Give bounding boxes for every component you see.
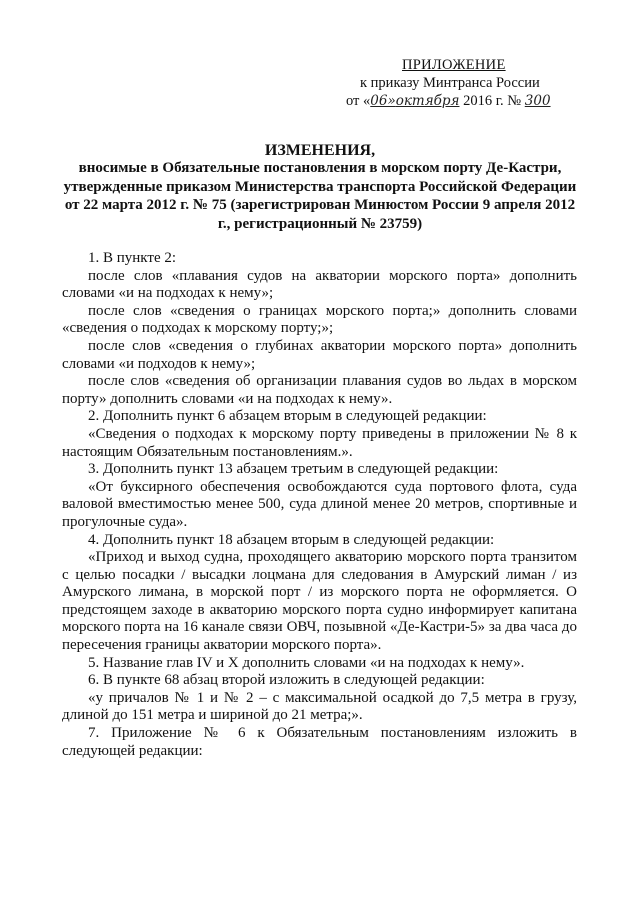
paragraph: после слов «сведения о глубинах акватории морского порта» дополнить словами «и подходов к нему»;	[62, 337, 577, 372]
document-subtitle: вносимые в Обязательные постановления в морском порту Де-Кастри, утвержденные приказом Министерства транспорта Российской Федерации от 22 марта 2012 г. № 75 (зарегистрирован Минюстом России 9 апреля 2012 г., регистрационный № 23759)	[63, 160, 577, 232]
order-date-line	[330, 92, 580, 110]
document-title: ИЗМЕНЕНИЯ,	[264, 142, 376, 159]
document-body	[62, 250, 577, 760]
paragraph: 2. Дополнить пункт 6 абзацем вторым в следующей редакции:	[88, 408, 487, 425]
handwritten-month: октября	[395, 93, 460, 109]
paragraph: 5. Название глав IV и X дополнить словами «и на подходах к нему».	[88, 654, 525, 671]
paragraph: после слов «сведения об организации плавания судов во льдах в морском порту» дополнить словами «и на подходах к нему».	[62, 373, 577, 407]
paragraph: 4. Дополнить пункт 18 абзацем вторым в следующей редакции:	[88, 531, 495, 548]
paragraph: «Приход и выход судна, проходящего акваторию морского порта транзитом с целью посадки / высадки лоцмана для следования в Амурский лиман / из Амурского лимана, в морской порт / из морского порта не оформляется. О предстоящем заходе в акваторию морского порта судно информирует капитана морского порта на 16 канале связи ОВЧ, позывной «Де-Кастри-5» за два часа до пересечения границы акватории морского порта».	[62, 549, 577, 654]
date-prefix: от «	[346, 93, 371, 109]
paragraph: 6. В пункте 68 абзац второй изложить в следующей редакции:	[88, 672, 485, 689]
date-year: 2016 г. №	[459, 93, 525, 109]
paragraph: после слов «сведения о границах морского порта;» дополнить словами «сведения о подходах к морскому порту;»;	[62, 302, 577, 337]
paragraph: после слов «плавания судов на акватории морского порта» дополнить словами «и на подходах к нему»;	[62, 267, 577, 302]
order-reference: к приказу Минтранса России	[360, 75, 540, 91]
attachment-header	[330, 56, 580, 110]
paragraph: 3. Дополнить пункт 13 абзацем третьим в следующей редакции:	[88, 461, 499, 478]
attachment-title: ПРИЛОЖЕНИЕ	[402, 57, 506, 73]
paragraph: 1. В пункте 2:	[88, 250, 177, 266]
handwritten-order-number: 300	[524, 93, 551, 109]
paragraph: «у причалов № 1 и № 2 – с максимальной осадкой до 7,5 метра в грузу, длиной до 151 метра и шириной до 21 метра;».	[62, 689, 577, 724]
handwritten-day: 06»	[370, 93, 396, 109]
paragraph: «От буксирного обеспечения освобождаются суда портового флота, суда валовой вместимостью менее 500, суда длиной менее 20 метров, спортивные и прогулочные суда».	[62, 478, 577, 530]
paragraph: 7. Приложение № 6 к Обязательным постановлениям изложить в следующей редакции:	[62, 725, 577, 759]
paragraph: «Сведения о подходах к морскому порту приведены в приложении № 8 к настоящим Обязательным постановлениям.».	[62, 425, 577, 460]
